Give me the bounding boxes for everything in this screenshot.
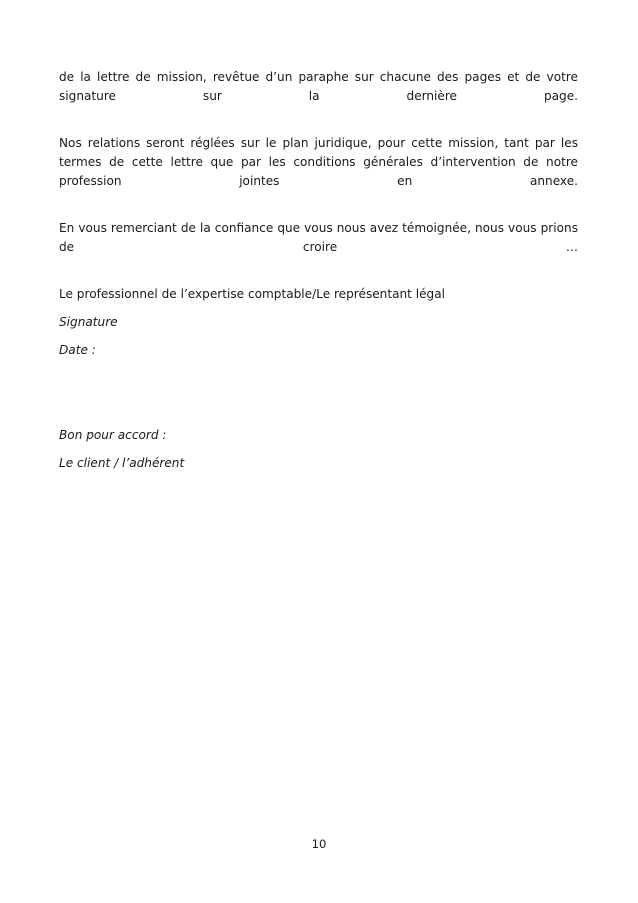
document-body	[59, 68, 578, 482]
line-signature-label: Signature	[59, 315, 118, 329]
line-client-adherent-label: Le client / l’adhérent	[59, 456, 185, 470]
line-date-label: Date :	[59, 343, 96, 357]
paragraph-remerciement: En vous remerciant de la confiance que vous nous avez témoignée, nous vous prions de croire …	[59, 221, 578, 254]
paragraph-relations-juridiques: Nos relations seront réglées sur le plan juridique, pour cette mission, tant par les termes de cette lettre que par les conditions générales d’intervention de notre profession jointes en annexe.	[59, 136, 578, 188]
signature-gap-spacer	[59, 369, 578, 426]
paragraph-mission-closing: de la lettre de mission, revêtue d’un paraphe sur chacune des pages et de votre signature sur la dernière page.	[59, 70, 578, 103]
line-bon-pour-accord-label: Bon pour accord :	[59, 428, 167, 442]
page-number: 10	[311, 837, 327, 851]
line-professionnel-representant-legal: Le professionnel de l’expertise comptable/Le représentant légal	[59, 287, 446, 301]
